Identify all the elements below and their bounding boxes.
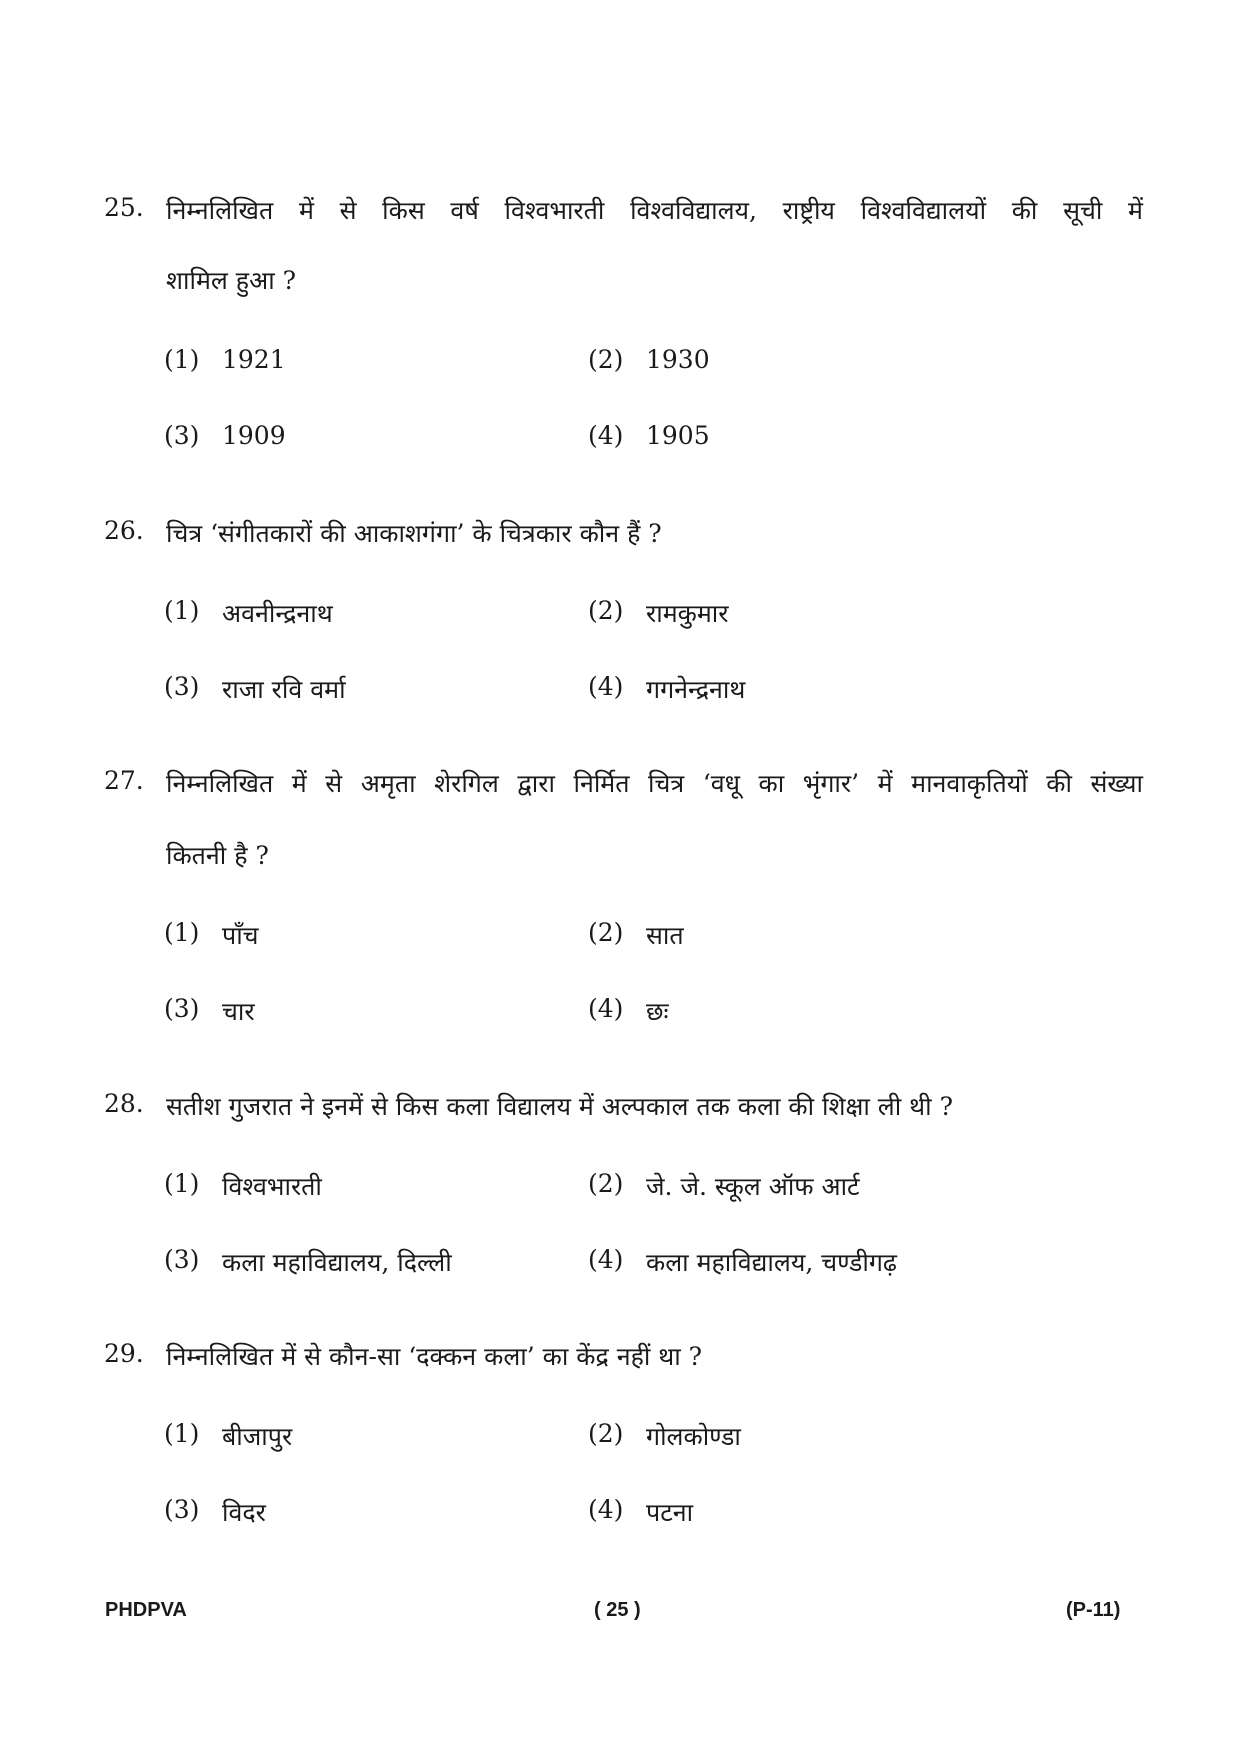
option-text: गगनेन्द्रनाथ (646, 675, 746, 704)
option-number: (1) (164, 596, 200, 625)
option-text: कला महाविद्यालय, चण्डीगढ़ (646, 1248, 897, 1277)
question-text-line: कितनी है ? (166, 841, 269, 870)
option-text: पाँच (222, 921, 259, 950)
question-text-line: निम्नलिखित में से किस वर्ष विश्वभारती विश्वविद्यालय, राष्ट्रीय विश्वविद्यालयों की सूची में (166, 196, 1143, 225)
option-text: अवनीन्द्रनाथ (222, 599, 333, 628)
option-text: विश्वभारती (222, 1172, 322, 1201)
question-number: 26. (104, 516, 144, 545)
option-number: (2) (588, 345, 624, 374)
question-number: 27. (104, 766, 144, 795)
option-number: (1) (164, 918, 200, 947)
option-number: (3) (164, 1245, 200, 1274)
option-text: पटना (646, 1498, 694, 1527)
option-number: (2) (588, 918, 624, 947)
footer-page-number: ( 25 ) (594, 1599, 641, 1621)
option-text: चार (222, 997, 255, 1026)
option-number: (4) (588, 421, 624, 450)
option-text: कला महाविद्यालय, दिल्ली (222, 1248, 452, 1277)
option-number: (2) (588, 1419, 624, 1448)
question-text-line: चित्र ‘संगीतकारों की आकाशगंगा’ के चित्रकार कौन हैं ? (166, 519, 662, 548)
option-text: राजा रवि वर्मा (222, 675, 346, 704)
option-number: (4) (588, 672, 624, 701)
option-number: (3) (164, 994, 200, 1023)
option-text: सात (646, 921, 684, 950)
option-number: (1) (164, 1419, 200, 1448)
option-number: (2) (588, 1169, 624, 1198)
option-number: (4) (588, 1245, 624, 1274)
option-number: (3) (164, 421, 200, 450)
option-text: रामकुमार (646, 599, 729, 628)
option-text: विदर (222, 1498, 266, 1527)
option-text: जे. जे. स्कूल ऑफ आर्ट (646, 1172, 860, 1201)
question-number: 25. (104, 193, 144, 222)
option-number: (3) (164, 672, 200, 701)
option-number: (1) (164, 345, 200, 374)
option-number: (4) (588, 994, 624, 1023)
option-number: (4) (588, 1495, 624, 1524)
option-number: (2) (588, 596, 624, 625)
footer-set-code: (P-11) (1066, 1599, 1121, 1621)
question-text-line: शामिल हुआ ? (166, 266, 296, 295)
option-text: गोलकोण्डा (646, 1422, 741, 1451)
question-text-line: सतीश गुजरात ने इनमें से किस कला विद्यालय में अल्पकाल तक कला की शिक्षा ली थी ? (166, 1092, 953, 1121)
footer-paper-code: PHDPVA (105, 1599, 187, 1621)
option-text: 1905 (646, 421, 710, 450)
option-text: छः (646, 997, 669, 1026)
option-text: बीजापुर (222, 1422, 293, 1451)
option-text: 1921 (222, 345, 286, 374)
option-number: (1) (164, 1169, 200, 1198)
question-number: 29. (104, 1339, 144, 1368)
option-number: (3) (164, 1495, 200, 1524)
option-text: 1930 (646, 345, 710, 374)
question-text-line: निम्नलिखित में से कौन-सा ‘दक्कन कला’ का केंद्र नहीं था ? (166, 1342, 703, 1371)
question-text-line: निम्नलिखित में से अमृता शेरगिल द्वारा निर्मित चित्र ‘वधू का भृंगार’ में मानवाकृतियों की संख्या (166, 769, 1143, 798)
question-number: 28. (104, 1089, 144, 1118)
option-text: 1909 (222, 421, 286, 450)
